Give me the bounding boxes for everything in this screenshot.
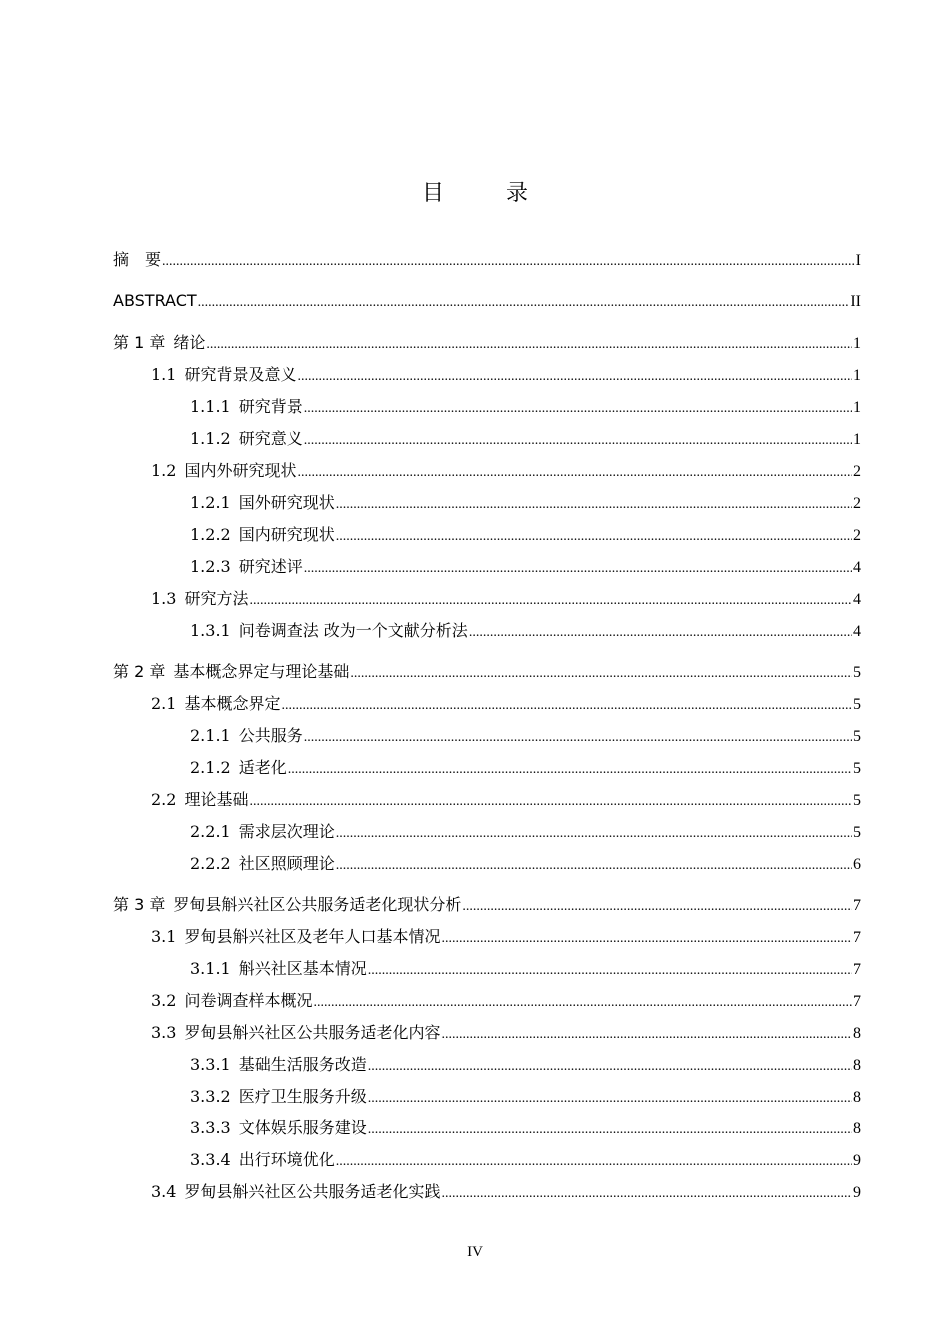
toc-entry-page: I (855, 252, 861, 269)
toc-entry-text: 斛兴社区基本情况 (238, 959, 367, 978)
toc-entry-page: 8 (853, 1057, 861, 1074)
toc-entry[interactable] (151, 1180, 861, 1204)
toc-entry[interactable] (190, 1085, 861, 1109)
toc-entry-page: 5 (853, 824, 861, 841)
toc-leader-dots (336, 822, 852, 846)
toc-entry[interactable] (190, 1116, 861, 1140)
toc-entry-label (151, 989, 312, 1013)
toc-entry-number: 3.3.2 (190, 1087, 231, 1106)
toc-entry-label (190, 852, 335, 876)
toc-leader-dots (441, 1182, 852, 1206)
toc-entry[interactable] (190, 820, 861, 844)
toc-entry[interactable] (190, 1148, 861, 1172)
toc-entry[interactable] (151, 363, 861, 387)
toc-leader-dots (368, 1118, 852, 1142)
toc-entry-text: 罗甸县斛兴社区及老年人口基本情况 (184, 927, 441, 946)
toc-leader-dots (368, 1087, 852, 1111)
toc-leader-dots (336, 525, 852, 549)
toc-leader-dots (469, 621, 852, 645)
toc-entry[interactable] (113, 331, 861, 355)
toc-entry[interactable] (151, 1021, 861, 1045)
toc-entry-label (151, 459, 296, 483)
toc-entry[interactable] (190, 724, 861, 748)
toc-entry-text: 基础生活服务改造 (238, 1055, 367, 1074)
page-number: IV (467, 1244, 483, 1260)
toc-leader-dots (336, 493, 852, 517)
toc-entry[interactable] (190, 395, 861, 419)
toc-entry-number: 3.1 (151, 927, 177, 946)
toc-entry-label (190, 957, 367, 981)
toc-entry[interactable] (190, 523, 861, 547)
toc-entry-label (190, 395, 303, 419)
toc-entry-text: 基本概念界定与理论基础 (173, 662, 350, 681)
toc-entry-label (151, 587, 248, 611)
toc-entry-text: 适老化 (238, 758, 287, 777)
toc-entry-page: 7 (853, 929, 861, 946)
toc-entry-text: 文体娱乐服务建设 (238, 1118, 367, 1137)
toc-entry-text: 公共服务 (238, 726, 303, 745)
toc-entry-text: 罗甸县斛兴社区公共服务适老化内容 (184, 1023, 441, 1042)
toc-entry-page: 5 (853, 664, 861, 681)
toc-entry-label (190, 555, 303, 579)
toc-entry-label (151, 363, 296, 387)
toc-entry-label (151, 1180, 440, 1204)
toc-leader-dots (297, 365, 852, 389)
toc-entry-text: 理论基础 (184, 790, 249, 809)
toc-entry-page: 8 (853, 1025, 861, 1042)
toc-entry-page: 5 (853, 696, 861, 713)
toc-entry[interactable] (151, 459, 861, 483)
toc-entry-text: 国内研究现状 (238, 525, 335, 544)
toc-entry-label (190, 820, 335, 844)
toc-entry-label (190, 427, 303, 451)
toc-leader-dots (304, 397, 852, 421)
toc-leader-dots (304, 429, 852, 453)
toc-leader-dots (304, 557, 852, 581)
toc-entry-label (113, 660, 349, 684)
toc-entry-label (190, 1116, 367, 1140)
toc-entry[interactable] (113, 893, 861, 917)
toc-entry-page: 1 (853, 335, 861, 352)
toc-entry-text: 出行环境优化 (238, 1150, 335, 1169)
toc-entry-number: 第 2 章 (113, 662, 166, 681)
toc-entry-label (190, 1085, 367, 1109)
toc-entry-page: 7 (853, 897, 861, 914)
toc-leader-dots (462, 895, 852, 919)
toc-entry-label (190, 1148, 335, 1172)
toc-leader-dots (350, 662, 852, 686)
toc-entry-number: 1.2.2 (190, 525, 231, 544)
toc-leader-dots (249, 589, 852, 613)
toc-entry-text: 罗甸县斛兴社区公共服务适老化实践 (184, 1182, 441, 1201)
toc-entry-page: 4 (853, 623, 861, 640)
toc-entry-label (151, 925, 440, 949)
toc-entry-page: 5 (853, 792, 861, 809)
toc-entry-page: 2 (853, 527, 861, 544)
toc-entry[interactable] (151, 989, 861, 1013)
toc-entry[interactable] (190, 619, 861, 643)
toc-entry-page: 1 (853, 431, 861, 448)
toc-leader-dots (304, 726, 852, 750)
toc-entry[interactable] (151, 925, 861, 949)
toc-entry-page: 9 (853, 1184, 861, 1201)
toc-leader-dots (441, 927, 852, 951)
toc-entry-page: II (850, 293, 861, 310)
toc-leader-dots (249, 790, 852, 814)
toc-entry-number: 1.1 (151, 365, 177, 384)
toc-leader-dots (198, 291, 850, 315)
toc-entry[interactable] (151, 692, 861, 716)
toc-entry-number: 2.2.1 (190, 822, 231, 841)
toc-entry-number: 第 3 章 (113, 895, 166, 914)
toc-entry[interactable] (113, 660, 861, 684)
toc-entry-label (190, 724, 303, 748)
toc-entry-page: 7 (853, 993, 861, 1010)
toc-entry-number: 3.3.1 (190, 1055, 231, 1074)
toc-entry-label (113, 893, 461, 917)
toc-entry-number: 1.1.1 (190, 397, 231, 416)
toc-entry-page: 8 (853, 1089, 861, 1106)
toc-entry-text: ABSTRACT (113, 291, 197, 310)
toc-entry-text: 研究述评 (238, 557, 303, 576)
toc-entry-page: 8 (853, 1120, 861, 1137)
toc-entry[interactable] (190, 852, 861, 876)
toc-entry-number: 1.2 (151, 461, 177, 480)
toc-entry-number: 第 1 章 (113, 333, 166, 352)
toc-leader-dots (288, 758, 852, 782)
toc-entry-number: 3.2 (151, 991, 177, 1010)
toc-entry[interactable] (190, 1053, 861, 1077)
toc-entry-page: 1 (853, 399, 861, 416)
toc-entry-label (151, 692, 280, 716)
toc-entry-page: 2 (853, 463, 861, 480)
toc-entry-number: 3.1.1 (190, 959, 231, 978)
toc-entry-text: 需求层次理论 (238, 822, 335, 841)
toc-entry-text: 问卷调查法 改为一个文献分析法 (238, 621, 468, 640)
toc-leader-dots (313, 991, 852, 1015)
toc-entry-number: 3.3 (151, 1023, 177, 1042)
toc-entry-text: 问卷调查样本概况 (184, 991, 313, 1010)
toc-leader-dots (162, 250, 855, 274)
toc-entry-text: 国内外研究现状 (184, 461, 297, 480)
toc-entry-text: 医疗卫生服务升级 (238, 1087, 367, 1106)
toc-entry-text: 罗甸县斛兴社区公共服务适老化现状分析 (173, 895, 462, 914)
toc-entry-label (113, 248, 161, 272)
toc-leader-dots (368, 1055, 852, 1079)
toc-entry-text: 国外研究现状 (238, 493, 335, 512)
toc-entry-text: 研究意义 (238, 429, 303, 448)
toc-entry-page: 5 (853, 728, 861, 745)
toc-entry-page: 4 (853, 591, 861, 608)
page-title: 目 录 (421, 181, 548, 206)
toc-entry-page: 4 (853, 559, 861, 576)
toc-leader-dots (441, 1023, 852, 1047)
toc-leader-dots (336, 1150, 852, 1174)
toc-entry[interactable] (151, 788, 861, 812)
toc-entry-number: 1.2.1 (190, 493, 231, 512)
toc-entry-number: 3.3.3 (190, 1118, 231, 1137)
toc-entry-number: 1.2.3 (190, 557, 231, 576)
toc-entry-text: 绪论 (173, 333, 206, 352)
toc-entry-page: 2 (853, 495, 861, 512)
toc-entry-number: 2.1.1 (190, 726, 231, 745)
toc-entry-label (190, 619, 468, 643)
toc-entry-label (190, 1053, 367, 1077)
toc-leader-dots (206, 333, 852, 357)
toc-entry-number: 2.1 (151, 694, 177, 713)
toc-entry[interactable] (190, 427, 861, 451)
toc-entry-label (190, 523, 335, 547)
toc-entry-number: 1.3.1 (190, 621, 231, 640)
toc-entry-text: 基本概念界定 (184, 694, 281, 713)
toc-entry-page: 9 (853, 1152, 861, 1169)
toc-entry[interactable] (151, 587, 861, 611)
toc-entry-page: 5 (853, 760, 861, 777)
toc-entry-label (190, 491, 335, 515)
toc-entry-text: 社区照顾理论 (238, 854, 335, 873)
toc-entry[interactable] (190, 491, 861, 515)
toc-entry-label (151, 788, 248, 812)
toc-entry-label (113, 331, 205, 355)
toc-entry[interactable] (190, 555, 861, 579)
toc-entry-page: 7 (853, 961, 861, 978)
toc-entry-page: 1 (853, 367, 861, 384)
toc-entry[interactable] (113, 248, 861, 272)
toc-leader-dots (281, 694, 852, 718)
toc-leader-dots (297, 461, 852, 485)
toc-entry-label (190, 756, 287, 780)
toc-entry-number: 2.2 (151, 790, 177, 809)
toc-entry[interactable] (113, 289, 861, 313)
toc-entry[interactable] (190, 756, 861, 780)
toc-entry-text: 研究背景 (238, 397, 303, 416)
toc-entry-text: 研究背景及意义 (184, 365, 297, 384)
toc-entry-label (113, 289, 197, 313)
toc-entry-number: 1.1.2 (190, 429, 231, 448)
toc-entry-number: 1.3 (151, 589, 177, 608)
toc-entry-number: 3.4 (151, 1182, 177, 1201)
toc-entry[interactable] (190, 957, 861, 981)
toc-entry-label (151, 1021, 440, 1045)
toc-entry-text: 摘 要 (113, 250, 162, 269)
toc-entry-text: 研究方法 (184, 589, 249, 608)
toc-entry-number: 2.1.2 (190, 758, 231, 777)
toc-leader-dots (368, 959, 852, 983)
toc-entry-number: 3.3.4 (190, 1150, 231, 1169)
toc-entry-number: 2.2.2 (190, 854, 231, 873)
toc-entry-page: 6 (853, 856, 861, 873)
toc-leader-dots (336, 854, 852, 878)
